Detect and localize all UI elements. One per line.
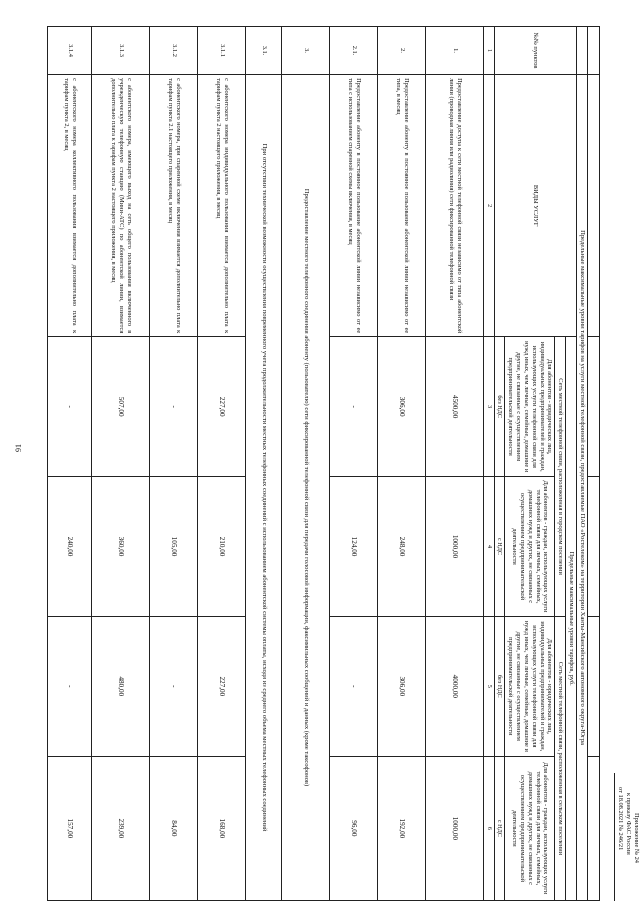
section-number: 3.1. — [246, 27, 282, 75]
service-name: с абонентского номера коллективного пользования взимается дополнительно плата к тарифам пункта 2, в месяц — [48, 75, 92, 337]
urban-legal-value: - — [150, 337, 198, 477]
rural-legal-value: - — [150, 616, 198, 756]
urban-citizens-value: 105,00 — [150, 477, 198, 617]
table-row — [198, 27, 246, 901]
rural-legal-tax: без НДС — [494, 616, 505, 756]
rural-citizens-value: 1000,00 — [426, 756, 484, 900]
rural-citizens-header: Для абонентов - граждан, использующих услуги телефонной связи для личных, семейных, домашних нужд и других, не связанных с осуществлением предпринимательской деятельности — [505, 756, 555, 900]
column-number: 2 — [484, 75, 495, 337]
urban-legal-header: Для абонентов - юридических лиц, индивидуальных предпринимателей и граждан, использующих услуги телефонной связи для нужд иных, чем личные, семейные, домашние и другие, не связанные с осуществлением предпринимательской деятельности — [505, 337, 555, 477]
rural-citizens-value: 157,00 — [48, 756, 92, 900]
blank-row — [588, 27, 600, 901]
urban-citizens-value: 248,00 — [378, 477, 426, 617]
column-number: 6 — [484, 756, 495, 900]
column-number: 5 — [484, 616, 495, 756]
column-number: 1 — [484, 27, 495, 75]
urban-citizens-tax: с НДС — [494, 477, 505, 617]
table-row — [150, 27, 198, 901]
table-row — [48, 27, 92, 901]
rural-citizens-value: 96,00 — [330, 756, 378, 900]
header-row-1 — [566, 27, 577, 901]
appendix-line-2: к приказу ФАС России — [625, 793, 632, 855]
table-row — [378, 27, 426, 901]
rural-citizens-value: 84,00 — [150, 756, 198, 900]
rural-header: Сеть местной телефонной связи, расположенная в сельском поселении — [555, 616, 566, 900]
rotated-document — [60, 26, 640, 901]
urban-legal-value: 507,00 — [92, 337, 150, 477]
service-name: с абонентского номера индивидуального пользования взимается дополнительно плата к тарифам пункта 2 настоящего приложения, в месяц — [198, 75, 246, 337]
rural-citizens-value: 239,00 — [92, 756, 150, 900]
appendix-block — [614, 773, 640, 901]
urban-citizens-value: 124,00 — [330, 477, 378, 617]
row-number: 1. — [426, 27, 484, 75]
service-name: Предоставление доступа к сети местной телефонной связи независимо от типа абонентской линии (проводная линия или радиолиния) сети фиксированной телефонной связи — [426, 75, 484, 337]
service-name: с абонентского номера, имеющего выход на сеть общего пользования включенного в учрежденческую телефонную станцию (Мини-АТС) по абонентской линии, взимается дополнительно плата к тарифам пункта 2 настоящего приложения, в месяц — [92, 75, 150, 337]
urban-legal-value: 4500,00 — [426, 337, 484, 477]
section-row — [246, 27, 282, 901]
document-header — [600, 26, 640, 901]
row-number: 2.1. — [330, 27, 378, 75]
row-number: 3.1.3 — [92, 27, 150, 75]
page-number: 91 — [14, 444, 23, 452]
section-title: При отсутствии технической возможности осуществления повременного учета продолжительности местных телефонных соединений с использованием абонентской системы оплаты, исходя из среднего объема местных телефонных соединений — [246, 75, 282, 901]
title-row — [576, 27, 587, 901]
rural-legal-value: 4000,00 — [426, 616, 484, 756]
urban-citizens-value: 1000,00 — [426, 477, 484, 617]
tariff-table — [47, 26, 600, 901]
column-number: 3 — [484, 337, 495, 477]
service-name: Предоставление абоненту в постоянное пользование абонентской линии независимо от ее типа с использованием спаренной схемы включения, в месяц — [330, 75, 378, 337]
rural-legal-value: 480,00 — [92, 616, 150, 756]
row-number: 2. — [378, 27, 426, 75]
col-services-header: ВИДЫ УСЛУГ — [494, 75, 576, 337]
urban-legal-value: - — [48, 337, 92, 477]
rural-citizens-tax: с НДС — [494, 756, 505, 900]
rural-legal-header: Для абонентов - юридических лиц, индивидуальных предпринимателей и граждан, использующих услуги телефонной связи для нужд иных, чем личные, семейные, домашние и другие, не связанные с осуществлением предпринимательской деятельности — [505, 616, 555, 756]
appendix-line-1: Приложение № 24 — [633, 813, 640, 863]
rural-legal-value: 306,00 — [378, 616, 426, 756]
rural-legal-value: 227,00 — [198, 616, 246, 756]
urban-header: Сеть местной телефонной связи, расположенная в городском поселении — [555, 337, 566, 617]
urban-citizens-value: 240,00 — [48, 477, 92, 617]
row-number: 3.1.2 — [150, 27, 198, 75]
appendix-line-3: от 18.08.2021 № 246/21 — [614, 773, 624, 901]
service-name: с абонентского номера, при спаренной схеме включения взимается дополнительно плата к тарифам пункта 2.1 настоящего приложения, в месяц — [150, 75, 198, 337]
service-name: Предоставление абоненту в постоянное пользование абонентской линии независимо от ее типа, в месяц — [378, 75, 426, 337]
urban-legal-value: 227,00 — [198, 337, 246, 477]
urban-legal-value: - — [330, 337, 378, 477]
max-levels-header: Предельные максимальные уровни тарифов, руб. — [566, 337, 577, 901]
urban-citizens-value: 360,00 — [92, 477, 150, 617]
row-number: 3.1.1 — [198, 27, 246, 75]
row-number: 3.1.4 — [48, 27, 92, 75]
column-number-row — [484, 27, 495, 901]
col-num-header: №№ пунктов — [494, 27, 576, 75]
urban-legal-value: 306,00 — [378, 337, 426, 477]
document-title: Предельные максимальные уровни тарифов на услуги местной телефонной связи, предоставляемые ПАО «Ростелеком» на территории Ханты-Мансийского автономного округа-Югра — [576, 75, 587, 901]
urban-citizens-header: Для абонентов - граждан, использующих услуги телефонной связи для личных, семейных, домашних нужд и других, не связанных с осуществлением предпринимательской деятельности — [505, 477, 555, 617]
section-number: 3. — [282, 27, 330, 75]
rural-citizens-value: 192,00 — [378, 756, 426, 900]
table-row — [330, 27, 378, 901]
column-number: 4 — [484, 477, 495, 617]
table-row — [426, 27, 484, 901]
urban-legal-tax: без НДС — [494, 337, 505, 477]
table-row — [92, 27, 150, 901]
urban-citizens-value: 210,00 — [198, 477, 246, 617]
rural-legal-value: - — [330, 616, 378, 756]
rural-citizens-value: 168,00 — [198, 756, 246, 900]
rural-legal-value: - — [48, 616, 92, 756]
section-row — [282, 27, 330, 901]
section-title: Предоставление местного телефонного соединения абоненту (пользователю) сети фиксированной телефонной связи для передачи голосовой информации, факсимильных сообщений и данных (кроме таксофонов) — [282, 75, 330, 901]
